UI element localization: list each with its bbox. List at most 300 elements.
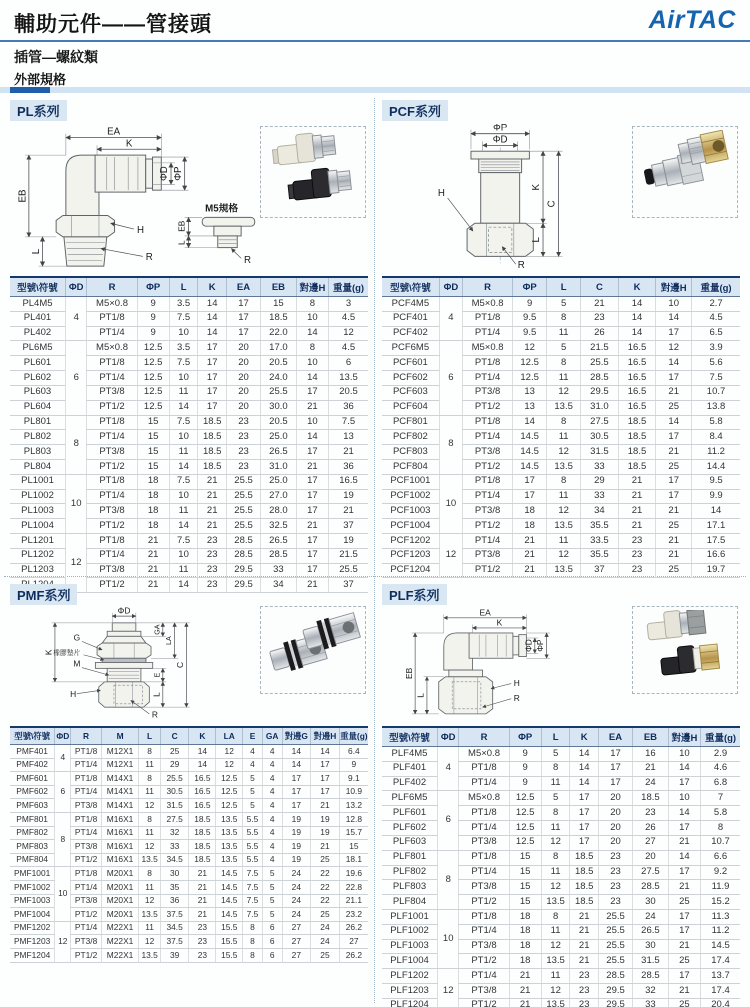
table-cell: 13.2: [339, 799, 368, 813]
table-cell: 5.6: [692, 356, 740, 371]
table-cell-tube-od: 4: [55, 745, 71, 772]
table-cell: 18.5: [189, 840, 216, 854]
table-cell: 20: [227, 356, 261, 371]
column-header: L: [547, 277, 581, 297]
table-cell: 9: [137, 326, 169, 341]
table-cell: 29.5: [581, 385, 619, 400]
table-cell: 4: [262, 772, 282, 786]
table-row: [382, 939, 740, 954]
table-cell: 24: [282, 880, 311, 894]
table-cell: 23: [599, 865, 633, 880]
table-cell: 8: [547, 356, 581, 371]
table-row: [382, 341, 740, 356]
table-cell: 15.5: [216, 935, 243, 949]
table-cell-model: PMF802: [10, 826, 55, 840]
table-cell: 6.8: [701, 776, 740, 791]
table-row: [10, 772, 368, 786]
table-cell: PT1/2: [71, 948, 101, 962]
table-cell: 23: [570, 984, 599, 999]
table-cell: 13: [513, 400, 547, 415]
table-cell: 33: [581, 489, 619, 504]
table-cell: 13.5: [547, 459, 581, 474]
table-cell: 18.5: [261, 311, 297, 326]
table-cell: 31.5: [633, 954, 669, 969]
table-cell: 17.0: [261, 341, 297, 356]
table-cell: 21.5: [329, 548, 368, 563]
table-cell: 18.5: [198, 430, 227, 445]
table-cell: M22X1: [101, 948, 139, 962]
table-cell: 25: [656, 563, 692, 578]
column-header: 對邊H: [311, 727, 340, 745]
table-cell: 21: [656, 445, 692, 460]
table-row: [382, 326, 740, 341]
table-cell: 8: [139, 745, 160, 759]
table-cell: PT1/4: [463, 534, 513, 549]
table-cell: 32: [633, 984, 669, 999]
pmf-dim-ga: GA: [153, 624, 162, 635]
table-cell-model: PLF1002: [382, 924, 437, 939]
table-cell: 37.5: [160, 935, 189, 949]
table-cell: 21: [198, 489, 227, 504]
table-cell: 8: [243, 921, 263, 935]
table-cell: 20: [599, 821, 633, 836]
table-cell: 23.2: [339, 908, 368, 922]
table-cell: 14: [198, 297, 227, 312]
table-cell: 25.5: [160, 772, 189, 786]
table-cell: 17: [656, 326, 692, 341]
table-row: [382, 371, 740, 386]
table-cell-model: PCF802: [382, 430, 439, 445]
table-row: [10, 812, 368, 826]
table-cell: 21: [570, 909, 599, 924]
table-cell: 14: [189, 758, 216, 772]
table-cell-model: PCF804: [382, 459, 439, 474]
table-cell: 10: [169, 326, 198, 341]
table-cell-model: PCF402: [382, 326, 439, 341]
table-cell: 18: [513, 504, 547, 519]
table-cell: 13.5: [329, 371, 368, 386]
table-cell: 17: [296, 489, 328, 504]
table-cell: 25: [311, 948, 340, 962]
pl-dim-k: K: [125, 138, 133, 150]
pcf-dim-phip: ΦP: [493, 122, 508, 134]
table-cell: 9.2: [701, 865, 740, 880]
table-cell: 4: [243, 745, 263, 759]
table-cell: 12.5: [137, 385, 169, 400]
table-row: [10, 519, 368, 534]
pl-section: [10, 100, 368, 593]
table-cell: 35.5: [581, 519, 619, 534]
table-cell: 14: [668, 806, 700, 821]
table-cell: 25: [656, 400, 692, 415]
table-cell-tube-od: 8: [55, 812, 71, 866]
table-cell: 21: [189, 880, 216, 894]
table-cell: 17: [198, 385, 227, 400]
table-cell-model: PLF1004: [382, 954, 437, 969]
table-row: [10, 459, 368, 474]
table-cell: 12.5: [137, 371, 169, 386]
table-cell: 14: [198, 326, 227, 341]
table-cell: 12: [541, 880, 570, 895]
table-cell: 11: [169, 445, 198, 460]
table-cell-tube-od: 12: [437, 969, 458, 1007]
table-row: [382, 385, 740, 400]
table-cell-model: PMF603: [10, 799, 55, 813]
table-cell: 7: [701, 791, 740, 806]
table-cell: 19.6: [339, 867, 368, 881]
table-cell-model: PLF803: [382, 880, 437, 895]
table-cell: 18.5: [198, 459, 227, 474]
column-header: ΦP: [509, 727, 541, 747]
table-cell: 29.5: [599, 998, 633, 1007]
table-cell: 17: [296, 504, 328, 519]
table-cell-model: PLF1003: [382, 939, 437, 954]
table-row: [10, 356, 368, 371]
table-cell: 15: [261, 297, 297, 312]
pmf-dim-r: R: [151, 709, 158, 720]
column-header: L: [541, 727, 570, 747]
table-cell: 10: [668, 791, 700, 806]
table-cell-model: PMF1001: [10, 867, 55, 881]
table-cell: PT1/2: [463, 519, 513, 534]
table-cell: 15: [339, 840, 368, 854]
table-cell: 12.5: [216, 772, 243, 786]
column-header: EB: [633, 727, 669, 747]
table-cell: 9: [137, 297, 169, 312]
table-cell: PT1/4: [459, 821, 509, 836]
table-cell: PT1/2: [87, 400, 137, 415]
table-cell: 29: [581, 474, 619, 489]
table-cell: 28.5: [633, 969, 669, 984]
table-cell: 14: [618, 326, 656, 341]
table-row: [382, 356, 740, 371]
table-cell: 9: [509, 747, 541, 762]
page-subtitle: 插管—螺紋類: [14, 49, 98, 65]
table-cell: 21: [329, 504, 368, 519]
table-cell: 25.5: [227, 489, 261, 504]
table-cell: 20.5: [261, 356, 297, 371]
table-cell: 29: [160, 758, 189, 772]
table-cell: 21: [311, 799, 340, 813]
table-cell: 17: [296, 474, 328, 489]
column-header: 型號\符號: [10, 277, 65, 297]
table-cell: 8: [139, 812, 160, 826]
table-cell: PT1/8: [71, 812, 101, 826]
table-cell: 28.0: [261, 504, 297, 519]
table-row: [10, 311, 368, 326]
column-header: M: [101, 727, 139, 745]
table-cell: PT1/8: [87, 415, 137, 430]
table-cell: 15: [509, 880, 541, 895]
table-cell-model: PL1201: [10, 534, 65, 549]
pl-dim-phid: ΦD: [159, 166, 171, 181]
table-cell: 5: [243, 785, 263, 799]
table-cell: PT1/2: [459, 998, 509, 1007]
table-cell: 17: [296, 445, 328, 460]
column-header: K: [618, 277, 656, 297]
table-row: [382, 865, 740, 880]
table-cell: M5×0.8: [87, 297, 137, 312]
table-cell: 27: [282, 935, 311, 949]
table-cell-model: PL6M5: [10, 341, 65, 356]
table-cell: 23: [198, 563, 227, 578]
table-cell: 6: [262, 935, 282, 949]
table-cell: 14: [668, 850, 700, 865]
table-cell: 18.5: [570, 880, 599, 895]
table-cell: 11: [139, 758, 160, 772]
table-cell-tube-od: 6: [439, 341, 462, 415]
table-cell: 6.6: [701, 850, 740, 865]
table-cell: 15.5: [216, 948, 243, 962]
table-cell: 13: [329, 430, 368, 445]
table-cell-model: PMF601: [10, 772, 55, 786]
table-cell-model: PLF1203: [382, 984, 437, 999]
table-cell-model: PL1003: [10, 504, 65, 519]
table-cell: 18: [509, 909, 541, 924]
page-title: 輔助元件——管接頭: [14, 13, 212, 36]
table-cell: 19.7: [692, 563, 740, 578]
table-row: [382, 548, 740, 563]
table-cell: 4.6: [701, 761, 740, 776]
table-cell: 21: [189, 908, 216, 922]
table-cell-tube-od: 6: [65, 341, 86, 415]
table-cell: 7.5: [243, 894, 263, 908]
table-cell-model: PMF1004: [10, 908, 55, 922]
table-cell: PT3/8: [87, 385, 137, 400]
table-cell: 16.5: [618, 400, 656, 415]
table-cell: 23: [198, 578, 227, 593]
table-row: [382, 445, 740, 460]
table-cell: 16.5: [618, 356, 656, 371]
table-cell-model: PL1004: [10, 519, 65, 534]
table-cell: 27.5: [160, 812, 189, 826]
table-cell: PT1/4: [87, 326, 137, 341]
table-cell: 21: [570, 939, 599, 954]
table-row: [10, 415, 368, 430]
table-cell-model: PLF402: [382, 776, 437, 791]
table-row: [382, 311, 740, 326]
table-cell: 15: [509, 865, 541, 880]
table-cell: 18.5: [618, 415, 656, 430]
table-cell: PT3/8: [71, 894, 101, 908]
table-row: [382, 954, 740, 969]
table-cell: 16.5: [189, 799, 216, 813]
table-cell: 12: [216, 745, 243, 759]
table-cell: 8: [243, 948, 263, 962]
table-cell: 15: [137, 415, 169, 430]
table-cell: 22: [311, 894, 340, 908]
table-cell: 21: [137, 578, 169, 593]
pmf-dim-c: C: [175, 661, 186, 669]
table-row: [382, 519, 740, 534]
table-cell: 24: [311, 921, 340, 935]
table-cell: 9.5: [513, 311, 547, 326]
table-cell: 23: [599, 850, 633, 865]
table-cell: 5: [243, 772, 263, 786]
table-cell: 19: [282, 812, 311, 826]
table-cell: 27.0: [261, 489, 297, 504]
pmf-dim-e: E: [153, 672, 162, 678]
table-cell: 7.5: [243, 908, 263, 922]
table-cell-model: PMF602: [10, 785, 55, 799]
table-cell: 22: [311, 880, 340, 894]
table-cell: PT1/8: [71, 772, 101, 786]
table-cell-tube-od: 10: [437, 909, 458, 968]
table-cell: 15: [137, 430, 169, 445]
table-cell: 11: [541, 776, 570, 791]
table-cell-model: PLF1204: [382, 998, 437, 1007]
table-cell: M5×0.8: [463, 341, 513, 356]
table-cell: 14.5: [216, 880, 243, 894]
plf-photo-box: [632, 606, 738, 694]
table-cell: 21: [296, 578, 328, 593]
table-cell: PT3/8: [463, 504, 513, 519]
table-cell: 17: [296, 385, 328, 400]
table-cell: 8: [701, 821, 740, 836]
table-cell: 21: [618, 474, 656, 489]
plf-dim-l: L: [415, 692, 426, 698]
table-cell: 4: [262, 745, 282, 759]
table-cell: 11.2: [692, 445, 740, 460]
table-cell: 33: [160, 840, 189, 854]
table-cell: M20X1: [101, 894, 139, 908]
table-cell: M12X1: [101, 758, 139, 772]
table-cell: 14.5: [216, 908, 243, 922]
table-cell: 11: [169, 504, 198, 519]
table-cell: 5.8: [692, 415, 740, 430]
pmf-dim-m: M: [73, 658, 81, 669]
table-cell: 13.5: [139, 853, 160, 867]
table-cell: 12.5: [137, 356, 169, 371]
table-cell: 32: [160, 826, 189, 840]
table-cell: 23: [198, 534, 227, 549]
table-cell: 24: [282, 908, 311, 922]
table-cell: 28.5: [581, 371, 619, 386]
table-cell-tube-od: 6: [55, 772, 71, 813]
table-cell: 17: [599, 761, 633, 776]
table-cell: 13.8: [692, 400, 740, 415]
table-cell: 14.5: [701, 939, 740, 954]
table-cell: 21: [656, 548, 692, 563]
table-cell: 7.5: [169, 474, 198, 489]
table-cell: 14.5: [216, 867, 243, 881]
table-cell: 31.5: [581, 445, 619, 460]
table-cell: 29.5: [227, 563, 261, 578]
table-cell: 7.5: [243, 880, 263, 894]
table-cell: PT1/2: [71, 853, 101, 867]
table-cell: 36: [329, 459, 368, 474]
table-cell: 16: [633, 747, 669, 762]
table-row: [382, 297, 740, 312]
table-cell: 17: [198, 400, 227, 415]
table-cell: 26: [633, 821, 669, 836]
table-cell: 18.5: [189, 812, 216, 826]
table-cell: 21: [618, 504, 656, 519]
table-cell: 8: [547, 311, 581, 326]
table-cell: 4.5: [329, 341, 368, 356]
pl-diagram: [10, 122, 260, 270]
table-cell: 11: [139, 785, 160, 799]
table-cell: M22X1: [101, 935, 139, 949]
table-cell: 14: [311, 745, 340, 759]
table-cell: PT1/8: [87, 311, 137, 326]
table-cell: 12: [216, 758, 243, 772]
table-cell: 37: [329, 519, 368, 534]
pmf-section: [10, 584, 368, 963]
pmf-dim-k: K: [43, 649, 54, 656]
table-cell: 23: [189, 921, 216, 935]
table-cell: 14: [169, 400, 198, 415]
table-cell: 21: [618, 489, 656, 504]
table-cell: 17: [668, 821, 700, 836]
table-cell: 25: [311, 908, 340, 922]
pcf-dim-h: H: [437, 188, 445, 199]
table-cell: 23: [618, 563, 656, 578]
table-cell: 19: [311, 826, 340, 840]
plf-series-label: PLF系列: [382, 584, 447, 605]
table-cell: 14.5: [216, 894, 243, 908]
table-cell: 17.1: [692, 519, 740, 534]
table-cell: 18.5: [570, 895, 599, 910]
pcf-series-label: PCF系列: [382, 100, 448, 121]
table-cell: 21: [633, 761, 669, 776]
table-cell: 10.9: [339, 785, 368, 799]
table-cell: 10: [169, 489, 198, 504]
table-cell-model: PCF801: [382, 415, 439, 430]
table-cell: 20.4: [701, 998, 740, 1007]
table-cell: 11: [541, 865, 570, 880]
table-cell: 11.2: [701, 924, 740, 939]
table-cell: 4: [262, 853, 282, 867]
table-row: [382, 504, 740, 519]
table-cell: PT1/2: [463, 459, 513, 474]
table-row: [382, 909, 740, 924]
table-cell: PT1/4: [71, 785, 101, 799]
table-cell: 25: [656, 519, 692, 534]
table-cell: 21: [509, 969, 541, 984]
table-cell: 28.5: [599, 969, 633, 984]
table-row: [10, 504, 368, 519]
table-cell: PT3/8: [459, 939, 509, 954]
table-cell: 13.5: [216, 840, 243, 854]
table-row: [382, 459, 740, 474]
table-cell: 13.5: [541, 998, 570, 1007]
table-cell: 12.8: [339, 812, 368, 826]
column-header: L: [139, 727, 160, 745]
table-cell: PT1/8: [71, 745, 101, 759]
table-cell: PT1/8: [463, 356, 513, 371]
table-cell: 14.5: [513, 459, 547, 474]
table-cell: 7.5: [169, 356, 198, 371]
pcf-dim-k: K: [531, 183, 543, 191]
table-cell: PT3/8: [71, 799, 101, 813]
table-cell: 17: [198, 341, 227, 356]
table-cell-model: PLF602: [382, 821, 437, 836]
table-row: [10, 867, 368, 881]
table-cell: 30: [160, 867, 189, 881]
table-cell: 20: [227, 371, 261, 386]
column-header: ΦD: [439, 277, 462, 297]
table-cell: PT1/4: [463, 489, 513, 504]
table-cell: 25.5: [599, 909, 633, 924]
table-cell: 12: [139, 894, 160, 908]
table-cell: 9: [339, 758, 368, 772]
table-cell: 22: [311, 867, 340, 881]
table-cell: 17: [296, 534, 328, 549]
table-cell: 21.1: [339, 894, 368, 908]
table-cell-tube-od: 10: [55, 867, 71, 921]
plf-dim-phip: ΦP: [535, 639, 546, 652]
